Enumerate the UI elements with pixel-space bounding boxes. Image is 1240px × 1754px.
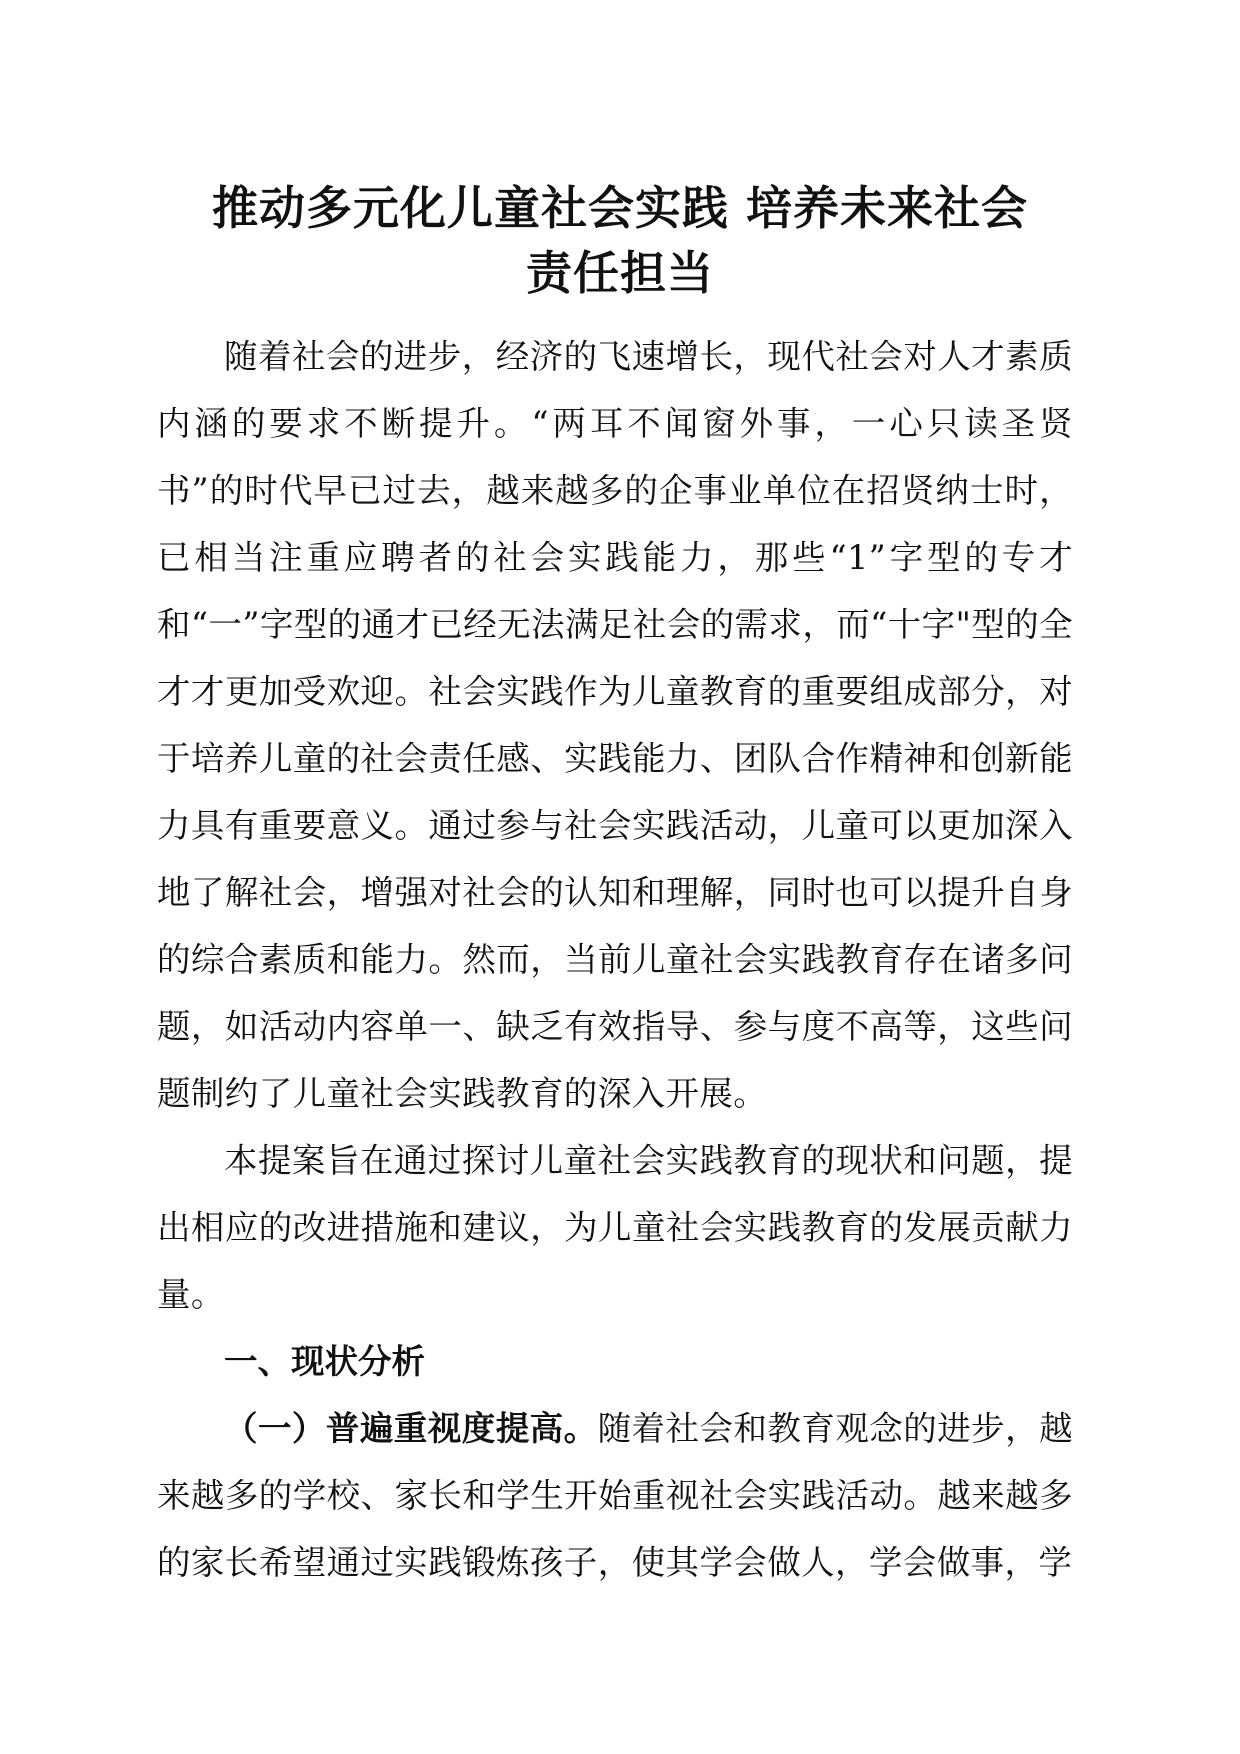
intro-paragraph: 随着社会的进步，经济的飞速增长，现代社会对人才素质内涵的要求不断提升。“两耳不闻窗外事，一心只读圣贤书”的时代早已过去，越来越多的企事业单位在招贤纳士时，已相当注重应聘者的社会实践能力，那些“1”字型的专才和“一”字型的通才已经无法满足社会的需求，而“十字"型的全才才更加受欢迎。社会实践作为儿童教育的重要组成部分，对于培养儿童的社会责任感、实践能力、团队合作精神和创新能力具有重要意义。通过参与社会实践活动，儿童可以更加深入地了解社会，增强对社会的认知和理解，同时也可以提升自身的综合素质和能力。然而，当前儿童社会实践教育存在诸多问题，如活动内容单一、缺乏有效指导、参与度不高等，这些问题制约了儿童社会实践教育的深入开展。 xyxy=(157,337,1073,1113)
subsection-paragraph xyxy=(157,1395,1073,1596)
document-body xyxy=(157,323,1073,1596)
section-heading-status-analysis: 一、现状分析 xyxy=(224,1342,425,1381)
document-title-line-2: 责任担当 xyxy=(526,246,714,300)
document-title-line-1: 推动多元化儿童社会实践 培养未来社会 xyxy=(211,181,1028,235)
proposal-purpose-paragraph: 本提案旨在通过探讨儿童社会实践教育的现状和问题，提出相应的改进措施和建议，为儿童社会实践教育的发展贡献力量。 xyxy=(157,1141,1073,1314)
subsection-text: 随着社会和教育观念的进步，越来越多的学校、家长和学生开始重视社会实践活动。越来越多的家长希望通过实践锻炼孩子，使其学会做人，学会做事，学 xyxy=(157,1409,1073,1582)
subsection-lead: （一）普遍重视度提高。 xyxy=(224,1409,598,1448)
